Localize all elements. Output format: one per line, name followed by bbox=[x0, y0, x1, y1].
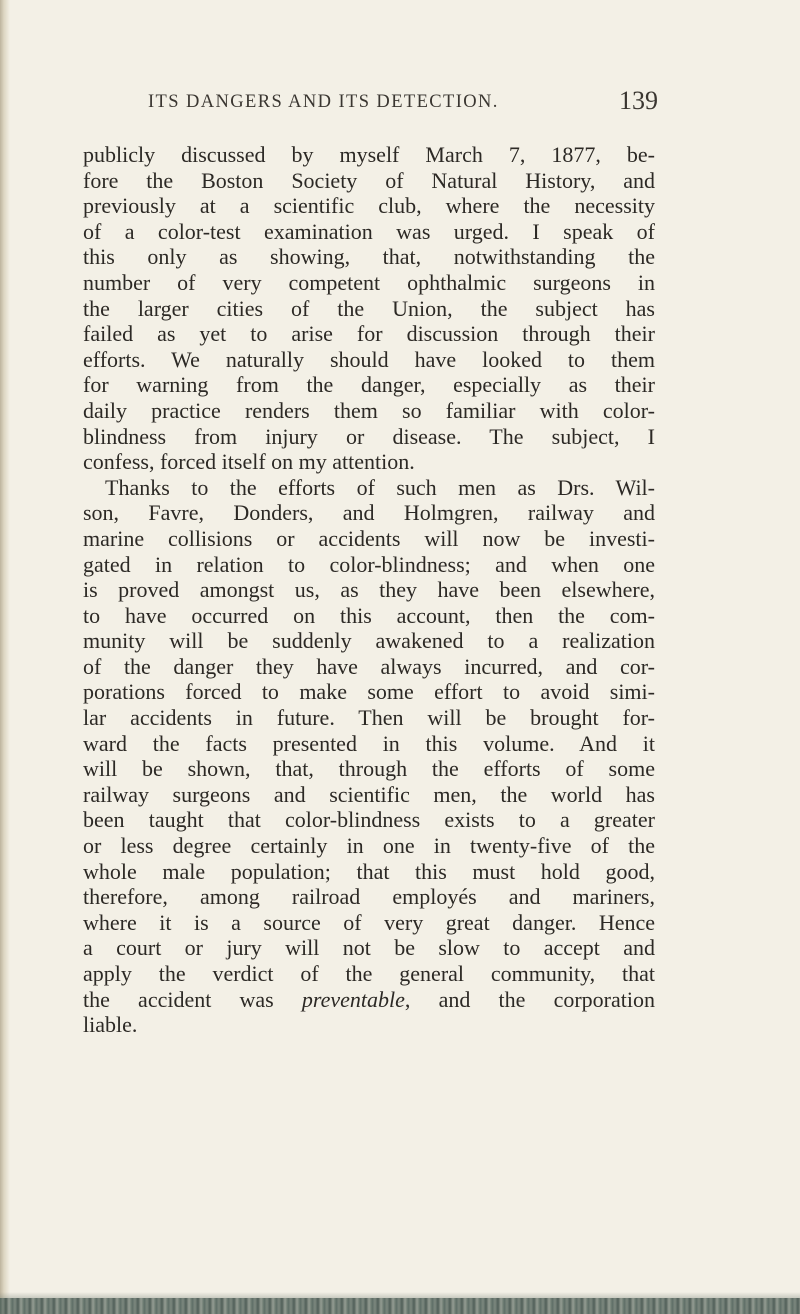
running-title: ITS DANGERS AND ITS DETECTION. bbox=[148, 92, 499, 112]
text-line: efforts. We naturally should have looked to them bbox=[83, 346, 655, 372]
text-line: whole male population; that this must hold good, bbox=[83, 858, 655, 884]
text-line: is proved amongst us, as they have been elsewhere, bbox=[83, 577, 655, 603]
text-line: number of very competent ophthalmic surgeons in bbox=[83, 269, 655, 295]
text-line: porations forced to make some effort to avoid simi- bbox=[83, 679, 655, 705]
text-line: marine collisions or accidents will now be investi- bbox=[83, 525, 655, 551]
text-line: this only as showing, that, notwithstanding the bbox=[83, 244, 655, 270]
scan-bottom-edge bbox=[0, 1298, 800, 1314]
text-line: for warning from the danger, especially as their bbox=[83, 372, 655, 398]
text-line: confess, forced itself on my attention. bbox=[83, 449, 415, 475]
final-line-end: , and the corporation bbox=[404, 986, 655, 1012]
text-line-final bbox=[83, 987, 655, 1013]
text-line: blindness from injury or disease. The subject, I bbox=[83, 423, 655, 449]
text-line: therefore, among railroad employés and mariners, bbox=[83, 884, 655, 910]
text-line: a court or jury will not be slow to accept and bbox=[83, 935, 655, 961]
text-line: gated in relation to color-blindness; and when one bbox=[83, 551, 655, 577]
text-line: railway surgeons and scientific men, the world has bbox=[83, 781, 655, 807]
text-line: previously at a scientific club, where the necessity bbox=[83, 193, 655, 219]
text-line: daily practice renders them so familiar with color- bbox=[83, 397, 655, 423]
text-line: failed as yet to arise for discussion through their bbox=[83, 321, 655, 347]
text-line: lar accidents in future. Then will be brought for- bbox=[83, 705, 655, 731]
text-line: the larger cities of the Union, the subject has bbox=[83, 295, 655, 321]
text-line: ward the facts presented in this volume. And it bbox=[83, 730, 655, 756]
running-head bbox=[148, 86, 658, 122]
page-number: 139 bbox=[619, 86, 658, 115]
text-line: of the danger they have always incurred, and cor- bbox=[83, 653, 655, 679]
text-line: where it is a source of very great danger. Hence bbox=[83, 909, 655, 935]
text-line: Thanks to the efforts of such men as Drs. Wil- bbox=[105, 474, 655, 500]
body-text bbox=[83, 142, 655, 1038]
final-line-start: the accident was bbox=[83, 986, 302, 1012]
closing-line: liable. bbox=[83, 1012, 138, 1038]
text-line: will be shown, that, through the efforts of some bbox=[83, 756, 655, 782]
text-line: or less degree certainly in one in twenty-five of the bbox=[83, 833, 655, 859]
text-line: fore the Boston Society of Natural History, and bbox=[83, 167, 655, 193]
text-line: been taught that color-blindness exists to a greater bbox=[83, 807, 655, 833]
text-line: publicly discussed by myself March 7, 1877, be- bbox=[83, 142, 655, 167]
text-line: son, Favre, Donders, and Holmgren, railway and bbox=[83, 500, 655, 526]
text-line: apply the verdict of the general community, that bbox=[83, 961, 655, 986]
text-line: munity will be suddenly awakened to a realization bbox=[83, 628, 655, 654]
text-line: of a color-test examination was urged. I speak of bbox=[83, 218, 655, 244]
text-line: to have occurred on this account, then the com- bbox=[83, 602, 655, 628]
italic-word: preventable bbox=[301, 986, 405, 1012]
